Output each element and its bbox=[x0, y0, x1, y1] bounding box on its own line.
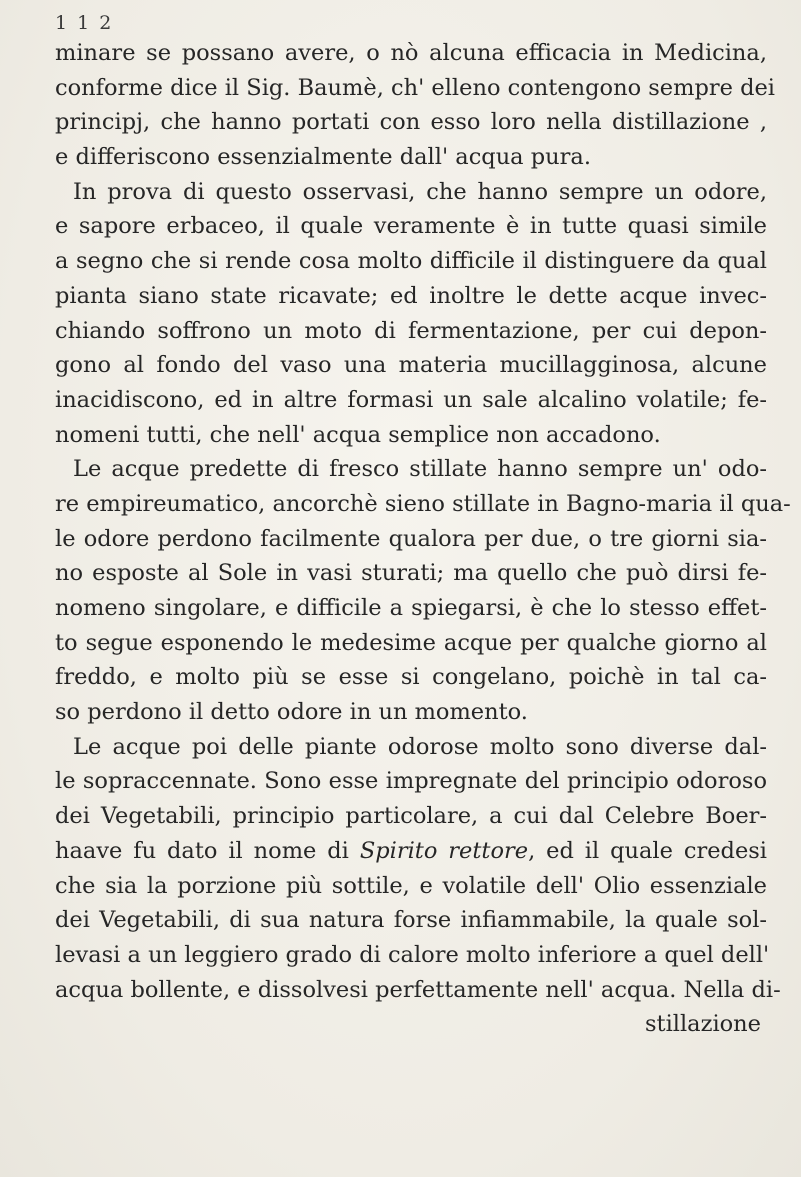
text-line: In prova di questo osservasi, che hanno sempre un odore, bbox=[73, 178, 767, 205]
text-line: nomeno singolare, e difficile a spiegarsi, è che lo stesso effet- bbox=[55, 595, 767, 621]
text-line: freddo, e molto più se esse si congelano, poichè in tal ca- bbox=[55, 664, 767, 691]
text-line: che sia la porzione più sottile, e volatile dell' Olio essenziale bbox=[55, 872, 767, 899]
catchword: stillazione bbox=[645, 1011, 761, 1038]
text-line: e sapore erbaceo, il quale veramente è in tutte quasi simile bbox=[55, 213, 767, 240]
text-line: so perdono il detto odore in un momento. bbox=[55, 699, 528, 726]
text-line: chiando soffrono un moto di fermentazione, per cui depon- bbox=[55, 317, 767, 344]
text-line: Le acque predette di fresco stillate hanno sempre un' odo- bbox=[73, 456, 767, 483]
text-line: dei Vegetabili, principio particolare, a cui dal Celebre Boer- bbox=[55, 803, 767, 830]
text-line: re empireumatico, ancorchè sieno stillate in Bagno-maria il qua- bbox=[55, 490, 791, 517]
text-line: gono al fondo del vaso una materia mucillagginosa, alcune bbox=[55, 352, 767, 379]
text-line: nomeni tutti, che nell' acqua semplice non accadono. bbox=[55, 421, 661, 448]
text-segment: , ed il quale credesi bbox=[528, 837, 767, 864]
text-line: le sopraccennate. Sono esse impregnate del principio odoroso bbox=[55, 768, 767, 795]
text-line: e differiscono essenzialmente dall' acqua pura. bbox=[55, 144, 591, 171]
text-line: acqua bollente, e dissolvesi perfettamente nell' acqua. Nella di- bbox=[55, 976, 781, 1003]
text-line: dei Vegetabili, di sua natura forse infiammabile, la quale sol- bbox=[55, 907, 767, 934]
text-line: to segue esponendo le medesime acque per qualche giorno al bbox=[55, 629, 767, 656]
italic-term: Spirito rettore bbox=[359, 837, 529, 864]
text-line: le odore perdono facilmente qualora per due, o tre giorni sia- bbox=[55, 525, 767, 552]
text-line: conforme dice il Sig. Baumè, ch' elleno contengono sempre dei bbox=[55, 74, 775, 101]
page-number: 1 1 2 bbox=[55, 12, 114, 34]
body-text bbox=[55, 36, 791, 1042]
text-line: principj, che hanno portati con esso loro nella distillazione , bbox=[55, 109, 767, 136]
text-line: levasi a un leggiero grado di calore molto inferiore a quel dell' bbox=[55, 941, 770, 968]
text-line bbox=[55, 834, 767, 869]
text-segment: haave fu dato il nome di bbox=[55, 837, 360, 864]
text-line: minare se possano avere, o nò alcuna efficacia in Medicina, bbox=[55, 40, 767, 66]
text-line: pianta siano state ricavate; ed inoltre le dette acque invec- bbox=[55, 282, 767, 309]
text-line: no esposte al Sole in vasi sturati; ma quello che può dirsi fe- bbox=[55, 560, 767, 587]
text-line: Le acque poi delle piante odorose molto sono diverse dal- bbox=[73, 733, 767, 760]
text-line: a segno che si rende cosa molto difficile il distinguere da qual bbox=[55, 248, 767, 275]
text-line: inacidiscono, ed in altre formasi un sale alcalino volatile; fe- bbox=[55, 386, 767, 413]
